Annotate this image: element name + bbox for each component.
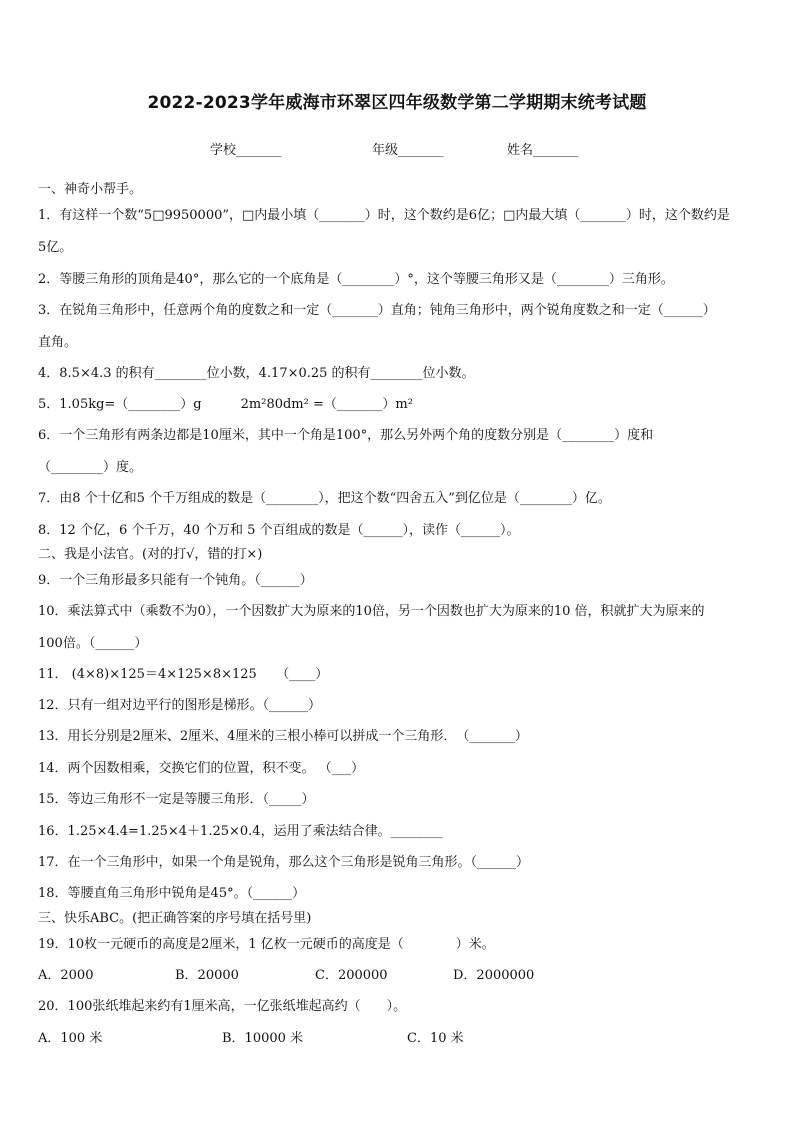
section-3-heading: 三、快乐ABC。(把正确答案的序号填在括号里) xyxy=(38,911,312,926)
q9: 9．一个三角形最多只能有一个钝角。（______） xyxy=(38,573,313,588)
q20-option-c: C．10 米 xyxy=(407,1031,464,1046)
q19: 19．10枚一元硬币的高度是2厘米，1 亿枚一元硬币的高度是（ ）米。 xyxy=(38,937,495,952)
q7: 7．由8 个十亿和5 个千万组成的数是（________），把这个数“四舍五入”到亿位是（________）亿。 xyxy=(38,491,611,506)
q14: 14．两个因数相乘，交换它们的位置，积不变。 （___） xyxy=(38,761,365,776)
q10-line-2: 100倍。（______） xyxy=(38,636,148,651)
q3-line-2: 直角。 xyxy=(38,335,78,350)
q6-line-1: 6．一个三角形有两条边都是10厘米，其中一个角是100°，那么另外两个角的度数分别是（________）度和 xyxy=(38,428,654,443)
grade-field: 年级_______ xyxy=(372,143,444,158)
q10-line-1: 10．乘法算式中（乘数不为0），一个因数扩大为原来的10倍，另一个因数也扩大为原来的10 倍，积就扩大为原来的 xyxy=(38,604,705,619)
q18: 18．等腰直角三角形中锐角是45°。（______） xyxy=(38,886,306,901)
q19-option-a: A．2000 xyxy=(38,968,94,983)
q20-option-a: A．100 米 xyxy=(38,1031,103,1046)
q19-option-d: D．2000000 xyxy=(453,968,535,983)
q3-line-1: 3．在锐角三角形中，任意两个角的度数之和一定（_______）直角；钝角三角形中，两个锐角度数之和一定（______） xyxy=(38,303,716,318)
q17: 17．在一个三角形中，如果一个角是锐角，那么这个三角形是锐角三角形。（______） xyxy=(38,855,530,870)
q8: 8．12 个亿，6 个千万，40 个万和 5 个百组成的数是（______），读作（______）。 xyxy=(38,523,520,538)
q19-option-b: B．20000 xyxy=(175,968,239,983)
page-title: 2022-2023学年威海市环翠区四年级数学第二学期期末统考试题 xyxy=(147,93,647,113)
q12: 12．只有一组对边平行的图形是梯形。（______） xyxy=(38,698,322,713)
section-2-heading: 二、我是小法官。(对的打√，错的打×) xyxy=(38,547,263,562)
q20: 20．100张纸堆起来约有1厘米高，一亿张纸堆起高约（ ）。 xyxy=(38,999,407,1014)
section-1-heading: 一、神奇小帮手。 xyxy=(38,182,143,197)
name-field: 姓名_______ xyxy=(507,143,579,158)
q13: 13．用长分别是2厘米、2厘米、4厘米的三根小棒可以拼成一个三角形． （_______） xyxy=(38,729,528,744)
q16: 16．1.25×4.4=1.25×4＋1.25×0.4，运用了乘法结合律。________ xyxy=(38,824,443,839)
q19-option-c: C．200000 xyxy=(315,968,388,983)
school-field: 学校_______ xyxy=(210,143,282,158)
q5: 5．1.05kg=（________）g 2m²80dm² =（_______）m² xyxy=(38,397,413,412)
q6-line-2: （________）度。 xyxy=(38,460,143,475)
q11: 11． (4×8)×125＝4×125×8×125 （____） xyxy=(38,667,329,682)
q1-line-2: 5亿。 xyxy=(38,240,73,255)
q4: 4．8.5×4.3 的积有________位小数，4.17×0.25 的积有________位小数。 xyxy=(38,366,475,381)
q20-option-b: B．10000 米 xyxy=(222,1031,304,1046)
q15: 15．等边三角形不一定是等腰三角形．（_____） xyxy=(38,792,315,807)
q2: 2．等腰三角形的顶角是40°，那么它的一个底角是（________）°，这个等腰三角形又是（________）三角形。 xyxy=(38,272,674,287)
q1-line-1: 1．有这样一个数“5□9950000”，□内最小填（_______）时，这个数约是6亿；□内最大填（_______）时，这个数约是 xyxy=(38,208,730,223)
